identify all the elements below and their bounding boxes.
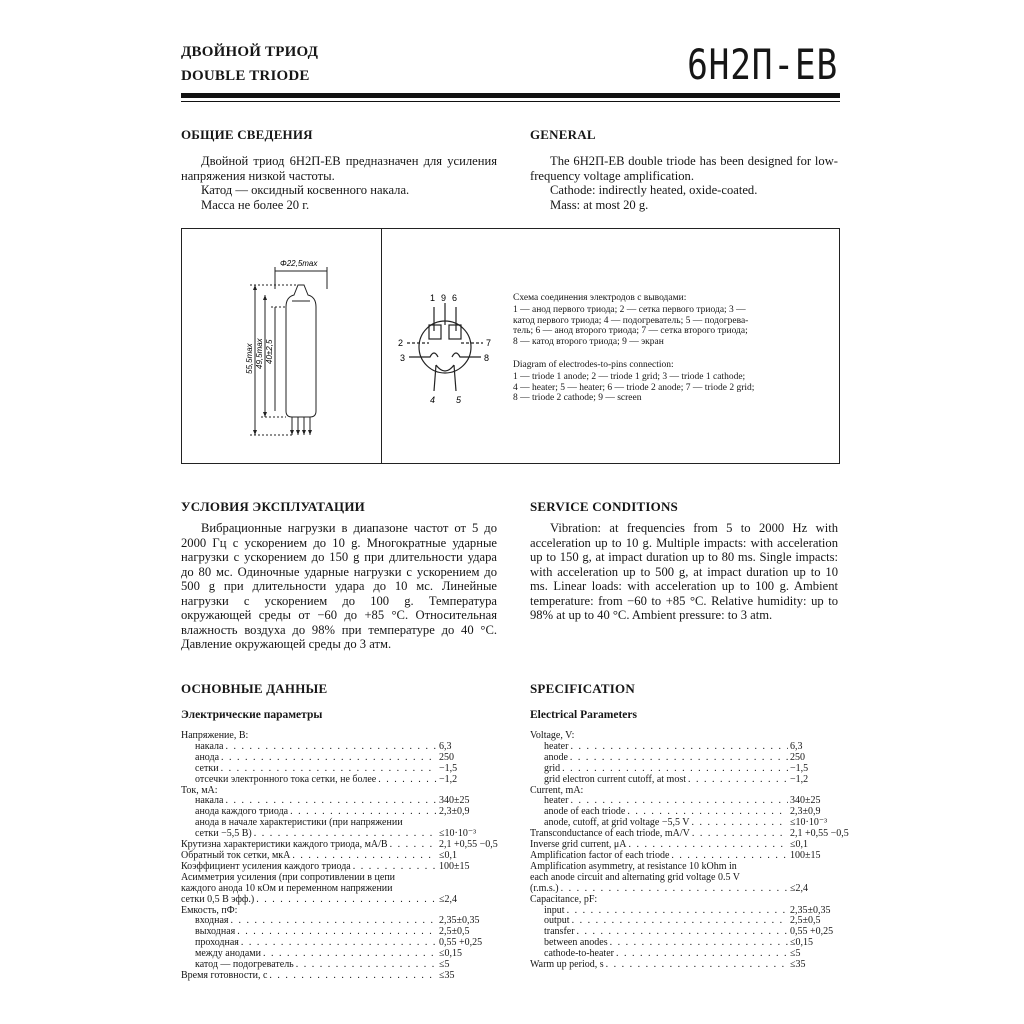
spec-value: 100±15 — [439, 860, 470, 872]
spec-value: ≤5 — [790, 948, 801, 960]
spec-label: сетки −5,5 В) — [195, 828, 252, 840]
service-heading-en: SERVICE CONDITIONS — [530, 499, 678, 514]
spec-label: grid electron current cutoff, at most — [544, 773, 686, 785]
dim-total-label: 55,5max — [245, 343, 254, 374]
spec-label: Amplification factor of each triode — [530, 849, 670, 861]
spec-label: каждого анода 10 кОм и переменном напряжении — [181, 882, 393, 894]
spec-value: 340±25 — [790, 795, 821, 807]
spec-value: ≤2,4 — [439, 893, 457, 905]
spec-value: 0,55 +0,25 — [790, 926, 834, 938]
part-number: 6Н2П-ЕВ — [687, 40, 838, 89]
title-en: DOUBLE TRIODE — [181, 68, 310, 84]
spec-value: 0,55 +0,25 — [439, 937, 483, 949]
dot-leader — [567, 906, 788, 917]
spec-row — [530, 895, 840, 906]
general-ru-p3: Масса не более 20 г. — [201, 197, 310, 212]
spec-label: Amplification asymmetry, at resistance 10 kOhm in — [530, 860, 737, 872]
dot-leader — [231, 916, 437, 927]
dot-leader — [570, 742, 788, 753]
spec-value: 2,1 +0,55 −0,5 — [790, 828, 849, 840]
spec-value: ≤2,4 — [790, 882, 808, 894]
spec-row — [181, 971, 497, 982]
caption-en-line: 8 — triode 2 cathode; 9 — screen — [513, 393, 642, 404]
spec-value: ≤0,1 — [790, 839, 808, 851]
caption-ru-line: тель; 6 — анод второго триода; 7 — сетка второго триода; — [513, 326, 748, 337]
service-text-ru — [181, 521, 497, 652]
general-ru-p2: Катод — оксидный косвенного накала. — [201, 183, 410, 197]
spec-value: −1,2 — [439, 773, 458, 785]
figure-caption-ru — [513, 293, 813, 348]
dot-leader — [241, 938, 437, 949]
spec-value: 2,35±0,35 — [790, 904, 831, 916]
spec-label: анода каждого триода — [195, 806, 289, 818]
spec-value: 100±15 — [790, 849, 821, 861]
general-en-p2: Cathode: indirectly heated, oxide-coated. — [550, 183, 758, 197]
spec-row — [530, 960, 840, 971]
dot-leader — [378, 775, 437, 786]
caption-ru-line: катод первого триода; 4 — подогреватель; 5 — подогрева- — [513, 315, 749, 326]
dim-body-label: 49,5max — [255, 338, 264, 369]
pin-label-9: 9 — [441, 293, 447, 303]
spec-row — [181, 764, 497, 775]
spec-label: Inverse grid current, μA — [530, 839, 627, 851]
spec-label: накала — [195, 795, 224, 807]
spec-row — [530, 884, 840, 895]
spec-table-en — [530, 730, 849, 971]
spec-label: Емкость, пФ: — [181, 904, 238, 916]
dot-leader — [692, 829, 788, 840]
spec-value: −1,5 — [790, 762, 809, 774]
caption-en-line: 4 — heater; 5 — heater; 6 — triode 2 anode; 7 — triode 2 grid; — [513, 382, 755, 393]
spec-label: Время готовности, с — [181, 969, 268, 981]
spec-label: Коэффициент усиления каждого триода — [181, 860, 351, 872]
dot-leader — [561, 884, 788, 895]
spec-value: ≤0,1 — [439, 849, 457, 861]
caption-ru-line: 8 — катод второго триода; 9 — экран — [513, 337, 664, 348]
dot-leader — [688, 775, 788, 786]
dot-leader — [221, 753, 437, 764]
spec-label: Асимметрия усиления (при сопротивлении в цепи — [181, 871, 396, 883]
spec-label: сетки 0,5 В эфф.) — [181, 893, 255, 905]
spec-value: ≤35 — [439, 969, 455, 981]
dot-leader — [692, 818, 788, 829]
dot-leader — [572, 916, 788, 927]
spec-subheading-ru: Электрические параметры — [181, 709, 323, 721]
spec-label: anode, cutoff, at grid voltage −5,5 V — [544, 817, 690, 829]
general-text-ru — [181, 154, 497, 212]
dot-leader — [256, 895, 437, 906]
spec-label: проходная — [195, 937, 239, 949]
dot-leader — [562, 764, 788, 775]
spec-label: Обратный ток сетки, мкА — [181, 849, 291, 861]
pin-label-1: 1 — [430, 293, 436, 303]
service-text-en — [530, 521, 838, 623]
spec-label: Крутизна характеристики каждого триода, мА/В — [181, 839, 388, 851]
general-heading-en: GENERAL — [530, 127, 596, 142]
spec-label: cathode-to-heater — [544, 948, 614, 960]
spec-label: между анодами — [195, 948, 261, 960]
spec-label: transfer — [544, 926, 575, 938]
spec-value: 340±25 — [439, 795, 470, 807]
dot-leader — [225, 742, 437, 753]
spec-value: 2,1 +0,55 −0,5 — [439, 839, 498, 851]
dot-leader — [221, 764, 437, 775]
spec-value: 2,5±0,5 — [439, 926, 470, 938]
title-ru: ДВОЙНОЙ ТРИОД — [181, 44, 319, 60]
spec-label: Current, mA: — [530, 784, 584, 796]
general-en-p3: Mass: at most 20 g. — [550, 197, 649, 212]
spec-heading-ru: ОСНОВНЫЕ ДАННЫЕ — [181, 681, 328, 696]
spec-value: 250 — [790, 751, 805, 763]
caption-ru-line: 1 — анод первого триода; 2 — сетка первого триода; 3 — — [513, 304, 746, 315]
spec-value: 6,3 — [790, 740, 803, 752]
spec-label: Transconductance of each triode, mA/V — [530, 828, 690, 840]
spec-subheading-en: Electrical Parameters — [530, 709, 637, 721]
spec-value: ≤0,15 — [439, 948, 462, 960]
caption-ru-title: Схема соединения электродов с выводами: — [513, 293, 687, 303]
general-heading-ru: ОБЩИЕ СВЕДЕНИЯ — [181, 127, 313, 142]
spec-label: Ток, мА: — [181, 784, 218, 796]
spec-row — [530, 775, 840, 786]
spec-value: ≤0,15 — [790, 937, 813, 949]
spec-label: (r.m.s.) — [530, 882, 559, 894]
tube-outline-drawing — [182, 229, 380, 463]
service-heading-ru: УСЛОВИЯ ЭКСПЛУАТАЦИИ — [181, 499, 365, 514]
pin-diagram — [390, 285, 500, 410]
spec-label: input — [544, 904, 565, 916]
spec-row — [530, 764, 840, 775]
spec-label: выходная — [195, 926, 236, 938]
general-text-en — [530, 154, 838, 212]
spec-label: Warm up period, s — [530, 959, 604, 971]
pin-label-3: 3 — [400, 353, 406, 363]
spec-label: heater — [544, 795, 569, 807]
spec-value: 250 — [439, 751, 454, 763]
spec-label: heater — [544, 740, 569, 752]
dot-leader — [606, 960, 788, 971]
dot-leader — [296, 960, 437, 971]
spec-label: Capacitance, pF: — [530, 893, 598, 905]
header-rule-thick — [181, 93, 840, 98]
spec-value: 6,3 — [439, 740, 452, 752]
spec-label: anode of each triode — [544, 806, 626, 818]
spec-value: −1,5 — [439, 762, 458, 774]
dim-glass-label: 40±2,5 — [265, 339, 274, 364]
spec-table-ru — [181, 731, 497, 982]
spec-label: each anode circuit and alternating grid voltage 0.5 V — [530, 871, 741, 883]
spec-value: 2,5±0,5 — [790, 915, 821, 927]
figure-divider — [381, 228, 382, 464]
general-en-p1: The 6Н2П-ЕВ double triode has been designed for low-frequency voltage amplification. — [530, 154, 838, 183]
dot-leader — [237, 927, 437, 938]
pin-label-2: 2 — [398, 338, 404, 348]
spec-label: сетки — [195, 762, 219, 774]
header-rule-thin — [181, 101, 840, 102]
spec-label: отсечки электронного тока сетки, не более — [195, 773, 377, 785]
spec-label: анода — [195, 751, 220, 763]
general-ru-p1: Двойной триод 6Н2П-ЕВ предназначен для усиления напряжения низкой частоты. — [181, 154, 497, 183]
pin-label-5: 5 — [456, 395, 462, 405]
spec-label: катод — подогреватель — [195, 959, 294, 971]
figure-caption-en — [513, 360, 813, 404]
spec-value: ≤10·10⁻³ — [439, 828, 477, 840]
pin-label-6: 6 — [452, 293, 458, 303]
spec-value: 2,35±0,35 — [439, 915, 480, 927]
spec-label: входная — [195, 915, 229, 927]
dot-leader — [577, 927, 788, 938]
caption-en-title: Diagram of electrodes-to-pins connection: — [513, 360, 674, 370]
spec-label: анода в начале характеристики (при напряжении — [195, 817, 403, 829]
dot-leader — [616, 949, 788, 960]
service-ru-paragraph: Вибрационные нагрузки в диапазоне частот от 5 до 2000 Гц с ускорением до 10 g. Многократные ударные нагрузки с ускорением до 150 g при длительности удара до 80 мс. Одиночные ударные нагрузки с ускорением до 500 g при длительности удара до 10 мс. Линейные нагрузки с ускорением до 100 g. Температура окружающей среды от −60 до +85 °C. Относительная влажность воздуха до 98% при температуре до 40 °C. Давление окружающей среды до 3 атм. — [181, 521, 497, 651]
service-en-paragraph: Vibration: at frequencies from 5 to 2000 Hz with acceleration up to 10 g. Multiple impacts: with acceleration up to 150 g, at impact duration up to 80 ms. Single impacts: with acceleration up to 500 g, at impact duration up to 10 ms. Linear loads: with acceleration up to 100 g. Ambient temperature: from −60 to +85 °C. Relative humidity: up to 98% at up to 40 °C. Ambient pressure: to 3 atm. — [530, 521, 838, 622]
spec-value: 2,3±0,9 — [790, 806, 821, 818]
spec-value: ≤5 — [439, 959, 450, 971]
spec-value: −1,2 — [790, 773, 809, 785]
pin-label-8: 8 — [484, 353, 490, 363]
caption-en-line: 1 — triode 1 anode; 2 — triode 1 grid; 3 — triode 1 cathode; — [513, 371, 746, 382]
dot-leader — [269, 971, 437, 982]
pin-label-7: 7 — [486, 338, 492, 348]
spec-label: grid — [544, 762, 561, 774]
dot-leader — [570, 753, 788, 764]
spec-row — [181, 775, 497, 786]
spec-row — [181, 884, 497, 895]
spec-value: ≤10·10⁻³ — [790, 817, 828, 829]
spec-heading-en: SPECIFICATION — [530, 681, 635, 696]
dim-diameter-label: Φ22,5max — [280, 259, 318, 268]
spec-label: Напряжение, В: — [181, 730, 249, 741]
spec-label: anode — [544, 751, 568, 763]
spec-row — [181, 895, 497, 906]
spec-label: output — [544, 915, 570, 927]
spec-label: накала — [195, 740, 224, 752]
spec-value: 2,3±0,9 — [439, 806, 470, 818]
dot-leader — [390, 840, 437, 851]
dot-leader — [610, 938, 788, 949]
spec-value: ≤35 — [790, 959, 806, 971]
spec-label: Voltage, V: — [530, 730, 575, 741]
spec-label: between anodes — [544, 937, 608, 949]
pin-label-4: 4 — [430, 395, 436, 405]
